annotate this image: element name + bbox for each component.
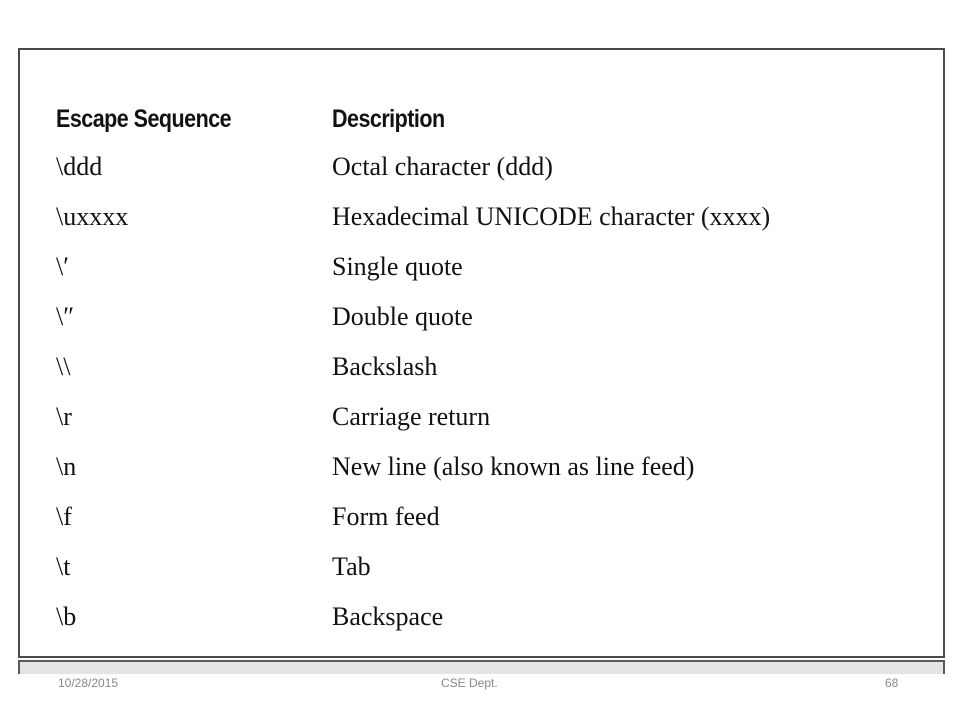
escape-sequence-cell: \′ (56, 252, 69, 281)
header-description: Description (332, 105, 445, 133)
description-cell: Octal character (ddd) (332, 152, 553, 181)
description-cell: Tab (332, 552, 371, 581)
escape-sequence-cell: \f (56, 502, 72, 531)
table-row (56, 442, 916, 492)
escape-sequence-cell: \ddd (56, 152, 103, 181)
escape-sequence-cell: \r (56, 402, 72, 431)
escape-sequence-cell: \″ (56, 302, 75, 331)
footer-date: 10/28/2015 (58, 676, 119, 690)
bottom-strip (18, 660, 945, 674)
table-row (56, 542, 916, 592)
escape-sequence-cell: \t (56, 552, 71, 581)
table-row (56, 392, 916, 442)
table-row (56, 142, 916, 192)
escape-sequence-cell: \\ (56, 352, 71, 381)
table-row (56, 492, 916, 542)
escape-sequence-cell: \n (56, 452, 77, 481)
table-row (56, 192, 916, 242)
header-escape-sequence: Escape Sequence (56, 105, 232, 133)
description-cell: New line (also known as line feed) (332, 452, 695, 481)
table-row (56, 292, 916, 342)
table-row (56, 592, 916, 642)
escape-sequence-cell: \b (56, 602, 77, 631)
description-cell: Backslash (332, 352, 438, 381)
table-header-row (56, 88, 916, 134)
footer-department: CSE Dept. (441, 676, 498, 690)
escape-sequence-table (56, 88, 916, 642)
description-cell: Backspace (332, 602, 444, 631)
footer-page-number: 68 (885, 676, 899, 690)
description-cell: Double quote (332, 302, 473, 331)
table-row (56, 342, 916, 392)
description-cell: Carriage return (332, 402, 491, 431)
escape-sequence-cell: \uxxxx (56, 202, 129, 231)
description-cell: Single quote (332, 252, 463, 281)
description-cell: Form feed (332, 502, 440, 531)
table-frame (18, 48, 945, 658)
table-row (56, 242, 916, 292)
description-cell: Hexadecimal UNICODE character (xxxx) (332, 202, 771, 231)
